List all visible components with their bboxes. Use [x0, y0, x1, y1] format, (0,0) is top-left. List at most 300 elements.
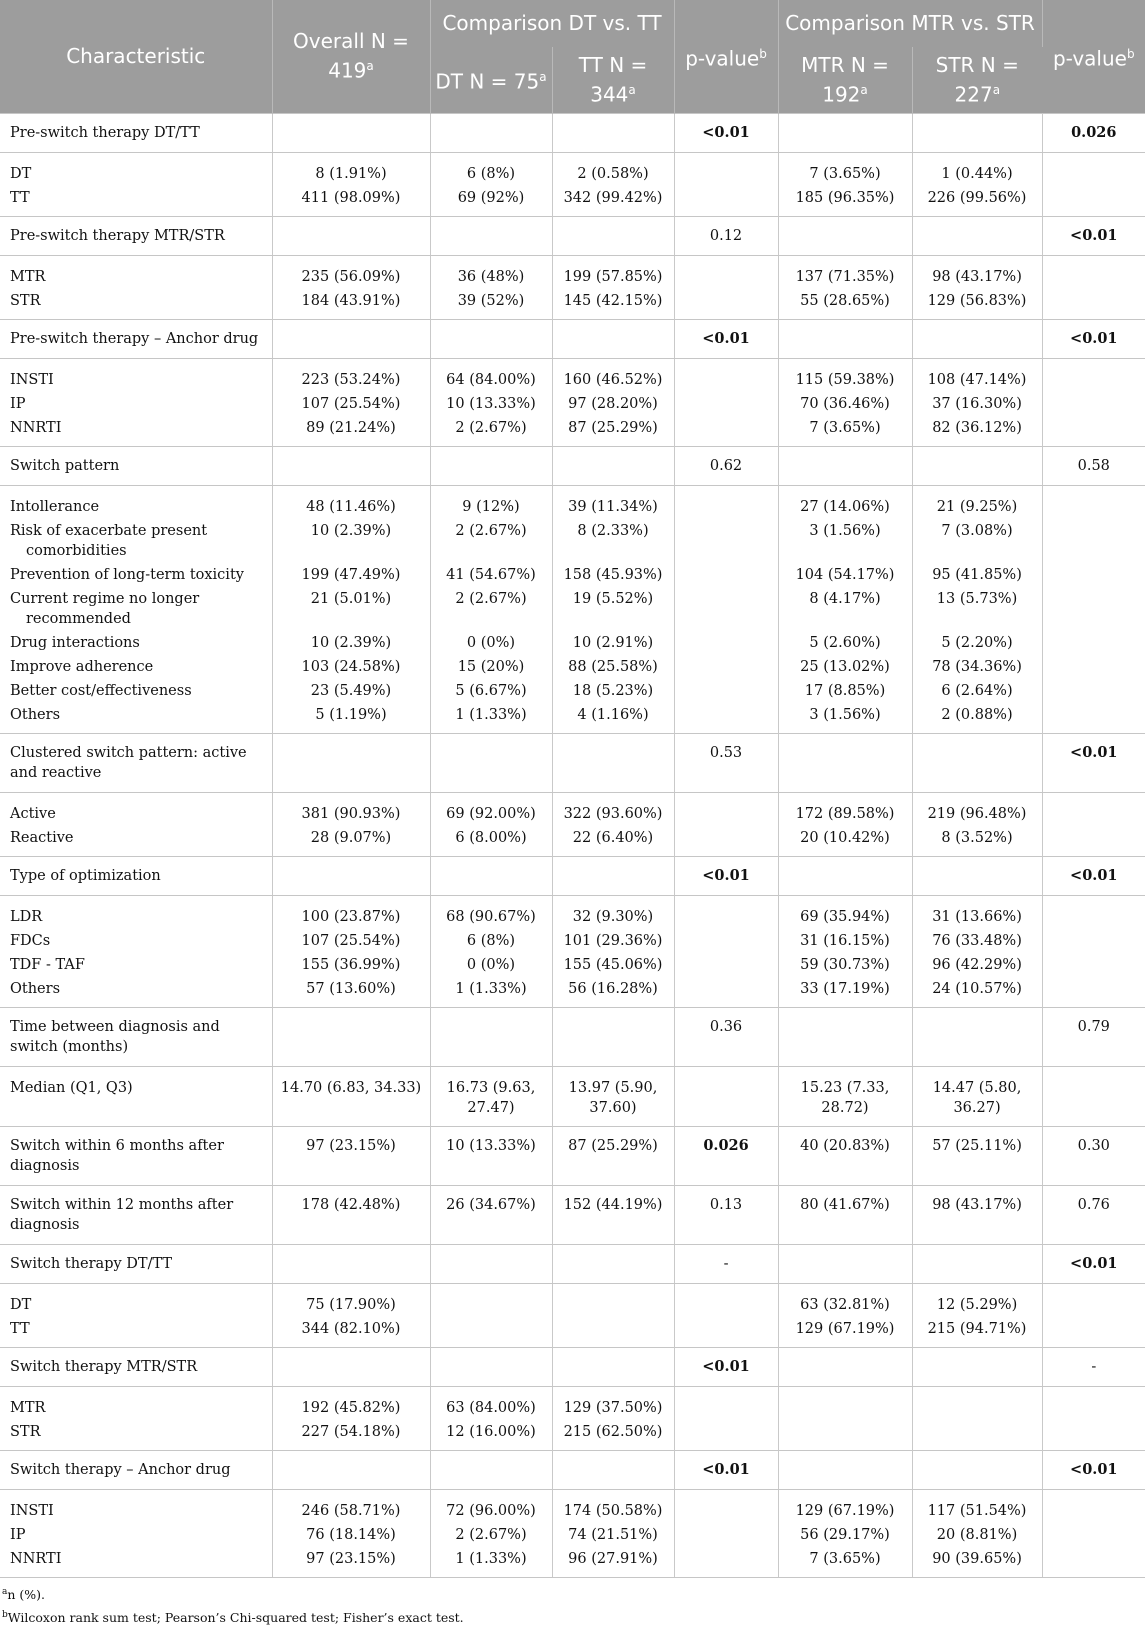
cell-pvalue-1: [674, 392, 778, 416]
cell-overall: 97 (23.15%): [272, 1547, 430, 1578]
cell-overall: 76 (18.14%): [272, 1523, 430, 1547]
cell-str: 98 (43.17%): [912, 1186, 1042, 1245]
cell-pvalue-2: [1042, 703, 1145, 734]
table-body: [0, 114, 1145, 1578]
cell-dt: [430, 1284, 552, 1318]
cell-dt: 12 (16.00%): [430, 1420, 552, 1451]
cell-dt: 5 (6.67%): [430, 679, 552, 703]
section-label: Clustered switch pattern: active and reactive: [0, 734, 272, 793]
cell-overall: [272, 857, 430, 896]
cell-dt: [430, 1451, 552, 1490]
section-header-row: [0, 1008, 1145, 1067]
cell-pvalue-2: [1042, 977, 1145, 1008]
cell-dt: 26 (34.67%): [430, 1186, 552, 1245]
cell-pvalue-2: [1042, 631, 1145, 655]
cell-pvalue-2: <0.01: [1042, 1451, 1145, 1490]
section-label: Pre-switch therapy DT/TT: [0, 114, 272, 153]
col-pvalue-1: p-value$^b$: [674, 0, 778, 114]
table-row: [0, 977, 1145, 1008]
cell-pvalue-2: [1042, 186, 1145, 217]
cell-overall: 57 (13.60%): [272, 977, 430, 1008]
cell-pvalue-2: -: [1042, 1348, 1145, 1387]
row-label: Better cost/effectiveness: [0, 679, 272, 703]
cell-overall: [272, 217, 430, 256]
cell-mtr: 3 (1.56%): [778, 519, 912, 563]
table-row: [0, 953, 1145, 977]
cell-str: [912, 734, 1042, 793]
cell-str: 21 (9.25%): [912, 486, 1042, 520]
cell-pvalue-1: <0.01: [674, 114, 778, 153]
cell-overall: 100 (23.87%): [272, 896, 430, 930]
row-label: Prevention of long-term toxicity: [0, 563, 272, 587]
cell-mtr: 3 (1.56%): [778, 703, 912, 734]
row-label: MTR: [0, 256, 272, 290]
cell-tt: [552, 1008, 674, 1067]
col-str: STR $N = 227^a$: [912, 47, 1042, 114]
cell-pvalue-1: [674, 153, 778, 187]
cell-pvalue-1: <0.01: [674, 1451, 778, 1490]
cell-dt: [430, 1008, 552, 1067]
cell-overall: 344 (82.10%): [272, 1317, 430, 1348]
cell-mtr: [778, 857, 912, 896]
cell-mtr: [778, 320, 912, 359]
cell-dt: 6 (8%): [430, 153, 552, 187]
cell-str: 76 (33.48%): [912, 929, 1042, 953]
cell-pvalue-1: [674, 256, 778, 290]
cell-tt: 96 (27.91%): [552, 1547, 674, 1578]
section-header-row: [0, 320, 1145, 359]
cell-str: [912, 217, 1042, 256]
row-label: Risk of exacerbate present comorbidities: [0, 519, 272, 563]
cell-pvalue-2: [1042, 896, 1145, 930]
cell-pvalue-1: [674, 289, 778, 320]
cell-overall: [272, 447, 430, 486]
cell-dt: 10 (13.33%): [430, 392, 552, 416]
cell-pvalue-2: [1042, 486, 1145, 520]
cell-str: 96 (42.29%): [912, 953, 1042, 977]
cell-pvalue-2: [1042, 256, 1145, 290]
row-label: TT: [0, 186, 272, 217]
cell-dt: 6 (8%): [430, 929, 552, 953]
cell-tt: 155 (45.06%): [552, 953, 674, 977]
cell-str: 5 (2.20%): [912, 631, 1042, 655]
cell-pvalue-2: <0.01: [1042, 320, 1145, 359]
cell-tt: [552, 1451, 674, 1490]
section-label: Switch within 12 months after diagnosis: [0, 1186, 272, 1245]
cell-str: 215 (94.71%): [912, 1317, 1042, 1348]
cell-mtr: 33 (17.19%): [778, 977, 912, 1008]
cell-pvalue-1: 0.026: [674, 1127, 778, 1186]
cell-pvalue-2: [1042, 953, 1145, 977]
cell-str: 24 (10.57%): [912, 977, 1042, 1008]
cell-pvalue-1: [674, 416, 778, 447]
cell-str: 13 (5.73%): [912, 587, 1042, 631]
row-label: Active: [0, 793, 272, 827]
cell-mtr: 20 (10.42%): [778, 826, 912, 857]
cell-pvalue-2: [1042, 826, 1145, 857]
cell-mtr: [778, 1420, 912, 1451]
cell-str: [912, 1245, 1042, 1284]
table-row: [0, 655, 1145, 679]
cell-tt: 4 (1.16%): [552, 703, 674, 734]
cell-mtr: 70 (36.46%): [778, 392, 912, 416]
cell-dt: [430, 857, 552, 896]
footnote-a: $^a$n (%).: [2, 1587, 46, 1603]
cell-pvalue-1: <0.01: [674, 1348, 778, 1387]
cell-dt: 63 (84.00%): [430, 1387, 552, 1421]
row-label: DT: [0, 1284, 272, 1318]
cell-pvalue-2: [1042, 1067, 1145, 1127]
section-header-row: [0, 1186, 1145, 1245]
cell-dt: [430, 734, 552, 793]
cell-mtr: 25 (13.02%): [778, 655, 912, 679]
cell-pvalue-2: 0.026: [1042, 114, 1145, 153]
cell-mtr: 80 (41.67%): [778, 1186, 912, 1245]
footnote-b: $^b$Wilcoxon rank sum test; Pearson’s Chi-squared test; Fisher’s exact test.: [2, 1610, 464, 1626]
cell-dt: 10 (13.33%): [430, 1127, 552, 1186]
cell-dt: 2 (2.67%): [430, 1523, 552, 1547]
cell-str: 98 (43.17%): [912, 256, 1042, 290]
cell-pvalue-1: [674, 977, 778, 1008]
cell-pvalue-1: <0.01: [674, 320, 778, 359]
cell-pvalue-1: [674, 826, 778, 857]
section-header-row: [0, 447, 1145, 486]
cell-pvalue-2: [1042, 1547, 1145, 1578]
cell-mtr: 7 (3.65%): [778, 1547, 912, 1578]
cell-tt: [552, 1348, 674, 1387]
row-label: Drug interactions: [0, 631, 272, 655]
cell-pvalue-1: [674, 631, 778, 655]
cell-dt: 41 (54.67%): [430, 563, 552, 587]
table-row: [0, 1547, 1145, 1578]
cell-pvalue-1: [674, 929, 778, 953]
cell-pvalue-2: [1042, 392, 1145, 416]
row-label: INSTI: [0, 359, 272, 393]
cell-mtr: 56 (29.17%): [778, 1523, 912, 1547]
cell-str: [912, 1348, 1042, 1387]
cell-tt: 32 (9.30%): [552, 896, 674, 930]
cell-overall: 184 (43.91%): [272, 289, 430, 320]
cell-pvalue-2: <0.01: [1042, 217, 1145, 256]
cell-mtr: [778, 1348, 912, 1387]
cell-str: [912, 1451, 1042, 1490]
cell-str: 226 (99.56%): [912, 186, 1042, 217]
table-header: [0, 0, 1145, 114]
cell-mtr: 5 (2.60%): [778, 631, 912, 655]
cell-overall: [272, 1245, 430, 1284]
row-label: INSTI: [0, 1490, 272, 1524]
table-row: [0, 416, 1145, 447]
cell-pvalue-2: 0.58: [1042, 447, 1145, 486]
cell-overall: [272, 734, 430, 793]
section-label: Pre-switch therapy – Anchor drug: [0, 320, 272, 359]
cell-pvalue-2: 0.30: [1042, 1127, 1145, 1186]
section-header-row: [0, 734, 1145, 793]
col-characteristic: Characteristic: [0, 0, 272, 114]
cell-pvalue-2: [1042, 1523, 1145, 1547]
cell-str: [912, 857, 1042, 896]
cell-dt: 9 (12%): [430, 486, 552, 520]
cell-pvalue-2: 0.79: [1042, 1008, 1145, 1067]
cell-str: 95 (41.85%): [912, 563, 1042, 587]
cell-tt: 87 (25.29%): [552, 1127, 674, 1186]
cell-overall: 8 (1.91%): [272, 153, 430, 187]
section-header-row: [0, 1127, 1145, 1186]
section-header-row: [0, 217, 1145, 256]
cell-pvalue-2: [1042, 1490, 1145, 1524]
row-label: NNRTI: [0, 1547, 272, 1578]
cell-overall: [272, 1451, 430, 1490]
table-row: [0, 486, 1145, 520]
cell-tt: 8 (2.33%): [552, 519, 674, 563]
cell-tt: 129 (37.50%): [552, 1387, 674, 1421]
cell-str: 37 (16.30%): [912, 392, 1042, 416]
section-header-row: [0, 1451, 1145, 1490]
cell-tt: 174 (50.58%): [552, 1490, 674, 1524]
cell-str: 31 (13.66%): [912, 896, 1042, 930]
cell-pvalue-2: [1042, 655, 1145, 679]
cell-pvalue-1: [674, 1317, 778, 1348]
cell-tt: 74 (21.51%): [552, 1523, 674, 1547]
table-row: [0, 289, 1145, 320]
cell-pvalue-1: [674, 953, 778, 977]
section-header-row: [0, 1245, 1145, 1284]
cell-pvalue-1: [674, 1523, 778, 1547]
cell-pvalue-2: [1042, 1420, 1145, 1451]
cell-pvalue-1: [674, 1387, 778, 1421]
cell-overall: 155 (36.99%): [272, 953, 430, 977]
cell-pvalue-2: [1042, 587, 1145, 631]
cell-dt: 72 (96.00%): [430, 1490, 552, 1524]
cell-dt: [430, 1348, 552, 1387]
cell-dt: 2 (2.67%): [430, 416, 552, 447]
cell-overall: 411 (98.09%): [272, 186, 430, 217]
cell-pvalue-1: 0.53: [674, 734, 778, 793]
col-overall: Overall $N = 419^a$: [272, 0, 430, 114]
table-row: [0, 896, 1145, 930]
cell-pvalue-1: [674, 1547, 778, 1578]
cell-dt: 1 (1.33%): [430, 977, 552, 1008]
cell-dt: 2 (2.67%): [430, 587, 552, 631]
cell-pvalue-2: <0.01: [1042, 734, 1145, 793]
cell-dt: [430, 447, 552, 486]
table-row: [0, 793, 1145, 827]
cell-str: 129 (56.83%): [912, 289, 1042, 320]
cell-str: 1 (0.44%): [912, 153, 1042, 187]
cell-str: 20 (8.81%): [912, 1523, 1042, 1547]
cell-mtr: 115 (59.38%): [778, 359, 912, 393]
cell-pvalue-1: [674, 655, 778, 679]
cell-str: [912, 1387, 1042, 1421]
cell-overall: 97 (23.15%): [272, 1127, 430, 1186]
col-pvalue-2: p-value$^b$: [1042, 0, 1145, 114]
cell-tt: 152 (44.19%): [552, 1186, 674, 1245]
cell-mtr: 17 (8.85%): [778, 679, 912, 703]
cell-mtr: 69 (35.94%): [778, 896, 912, 930]
cell-mtr: 27 (14.06%): [778, 486, 912, 520]
cell-dt: [430, 114, 552, 153]
cell-pvalue-1: [674, 587, 778, 631]
cell-pvalue-1: [674, 359, 778, 393]
table-row: [0, 1523, 1145, 1547]
cell-dt: [430, 1245, 552, 1284]
cell-overall: 199 (47.49%): [272, 563, 430, 587]
cell-tt: [552, 734, 674, 793]
cell-pvalue-2: [1042, 519, 1145, 563]
cell-str: 8 (3.52%): [912, 826, 1042, 857]
cell-str: 2 (0.88%): [912, 703, 1042, 734]
cell-overall: 75 (17.90%): [272, 1284, 430, 1318]
cell-str: 7 (3.08%): [912, 519, 1042, 563]
table-row: [0, 1067, 1145, 1127]
row-label: NNRTI: [0, 416, 272, 447]
cell-str: 90 (39.65%): [912, 1547, 1042, 1578]
section-header-row: [0, 114, 1145, 153]
cell-pvalue-2: [1042, 929, 1145, 953]
cell-overall: 107 (25.54%): [272, 392, 430, 416]
section-label: Pre-switch therapy MTR/STR: [0, 217, 272, 256]
cell-pvalue-1: [674, 186, 778, 217]
cell-tt: 199 (57.85%): [552, 256, 674, 290]
cell-overall: 107 (25.54%): [272, 929, 430, 953]
table-row: [0, 679, 1145, 703]
table-row: [0, 587, 1145, 631]
table-row: [0, 1387, 1145, 1421]
row-label: IP: [0, 392, 272, 416]
table-row: [0, 1284, 1145, 1318]
cell-pvalue-2: [1042, 416, 1145, 447]
cell-pvalue-1: [674, 793, 778, 827]
section-header-row: [0, 857, 1145, 896]
cell-pvalue-1: [674, 896, 778, 930]
cell-dt: 1 (1.33%): [430, 703, 552, 734]
cell-tt: 215 (62.50%): [552, 1420, 674, 1451]
table-row: [0, 1317, 1145, 1348]
cell-mtr: [778, 1008, 912, 1067]
cell-dt: 39 (52%): [430, 289, 552, 320]
table-row: [0, 703, 1145, 734]
cell-pvalue-1: -: [674, 1245, 778, 1284]
row-label: TT: [0, 1317, 272, 1348]
cell-str: 12 (5.29%): [912, 1284, 1042, 1318]
cell-mtr: 185 (96.35%): [778, 186, 912, 217]
cell-overall: [272, 1008, 430, 1067]
cell-dt: 68 (90.67%): [430, 896, 552, 930]
cell-overall: 223 (53.24%): [272, 359, 430, 393]
cell-tt: 88 (25.58%): [552, 655, 674, 679]
cell-mtr: [778, 217, 912, 256]
cell-pvalue-2: <0.01: [1042, 1245, 1145, 1284]
cell-tt: [552, 857, 674, 896]
cell-pvalue-1: [674, 1284, 778, 1318]
cell-overall: 5 (1.19%): [272, 703, 430, 734]
cell-overall: [272, 320, 430, 359]
cell-str: 117 (51.54%): [912, 1490, 1042, 1524]
cell-str: [912, 1008, 1042, 1067]
cell-mtr: [778, 1387, 912, 1421]
table-row: [0, 1420, 1145, 1451]
cell-tt: [552, 320, 674, 359]
cell-mtr: 15.23 (7.33, 28.72): [778, 1067, 912, 1127]
cell-dt: 6 (8.00%): [430, 826, 552, 857]
cell-pvalue-2: [1042, 793, 1145, 827]
cell-pvalue-1: [674, 563, 778, 587]
cell-dt: [430, 1317, 552, 1348]
cell-pvalue-1: [674, 703, 778, 734]
cell-tt: 160 (46.52%): [552, 359, 674, 393]
cell-str: 219 (96.48%): [912, 793, 1042, 827]
cell-pvalue-1: [674, 519, 778, 563]
cell-tt: [552, 1317, 674, 1348]
cell-pvalue-1: [674, 679, 778, 703]
cell-tt: [552, 447, 674, 486]
cell-tt: 158 (45.93%): [552, 563, 674, 587]
cell-pvalue-1: [674, 486, 778, 520]
cell-str: [912, 1420, 1042, 1451]
row-label: STR: [0, 289, 272, 320]
table-row: [0, 826, 1145, 857]
cell-pvalue-2: [1042, 289, 1145, 320]
cell-pvalue-2: [1042, 1387, 1145, 1421]
cell-overall: 89 (21.24%): [272, 416, 430, 447]
cell-overall: 23 (5.49%): [272, 679, 430, 703]
cell-pvalue-1: <0.01: [674, 857, 778, 896]
row-label: FDCs: [0, 929, 272, 953]
cell-overall: 14.70 (6.83, 34.33): [272, 1067, 430, 1127]
cell-tt: 19 (5.52%): [552, 587, 674, 631]
cell-mtr: 172 (89.58%): [778, 793, 912, 827]
cell-overall: 28 (9.07%): [272, 826, 430, 857]
cell-pvalue-1: [674, 1420, 778, 1451]
cell-pvalue-1: 0.12: [674, 217, 778, 256]
cell-mtr: 137 (71.35%): [778, 256, 912, 290]
cell-mtr: [778, 447, 912, 486]
section-label: Switch pattern: [0, 447, 272, 486]
cell-pvalue-2: [1042, 1317, 1145, 1348]
cell-mtr: [778, 1451, 912, 1490]
col-tt: TT $N = 344^a$: [552, 47, 674, 114]
cell-tt: 13.97 (5.90, 37.60): [552, 1067, 674, 1127]
cell-mtr: 7 (3.65%): [778, 416, 912, 447]
cell-mtr: 8 (4.17%): [778, 587, 912, 631]
cell-mtr: 129 (67.19%): [778, 1490, 912, 1524]
group-mtr-str: Comparison MTR vs. STR: [778, 0, 1042, 47]
cell-dt: 69 (92.00%): [430, 793, 552, 827]
cell-dt: 36 (48%): [430, 256, 552, 290]
cell-dt: [430, 217, 552, 256]
cell-pvalue-2: 0.76: [1042, 1186, 1145, 1245]
cell-tt: [552, 1284, 674, 1318]
cell-dt: 16.73 (9.63, 27.47): [430, 1067, 552, 1127]
row-label: Reactive: [0, 826, 272, 857]
row-label: LDR: [0, 896, 272, 930]
cell-overall: 10 (2.39%): [272, 519, 430, 563]
cell-pvalue-2: [1042, 359, 1145, 393]
cell-mtr: 104 (54.17%): [778, 563, 912, 587]
col-mtr: MTR $N = 192^a$: [778, 47, 912, 114]
cell-dt: 0 (0%): [430, 631, 552, 655]
section-header-row: [0, 1348, 1145, 1387]
cell-dt: 69 (92%): [430, 186, 552, 217]
cell-tt: 2 (0.58%): [552, 153, 674, 187]
group-dt-tt: Comparison DT vs. TT: [430, 0, 674, 47]
cell-mtr: [778, 114, 912, 153]
cell-overall: 10 (2.39%): [272, 631, 430, 655]
cell-dt: 2 (2.67%): [430, 519, 552, 563]
cell-mtr: 129 (67.19%): [778, 1317, 912, 1348]
cell-tt: 22 (6.40%): [552, 826, 674, 857]
cell-overall: 227 (54.18%): [272, 1420, 430, 1451]
